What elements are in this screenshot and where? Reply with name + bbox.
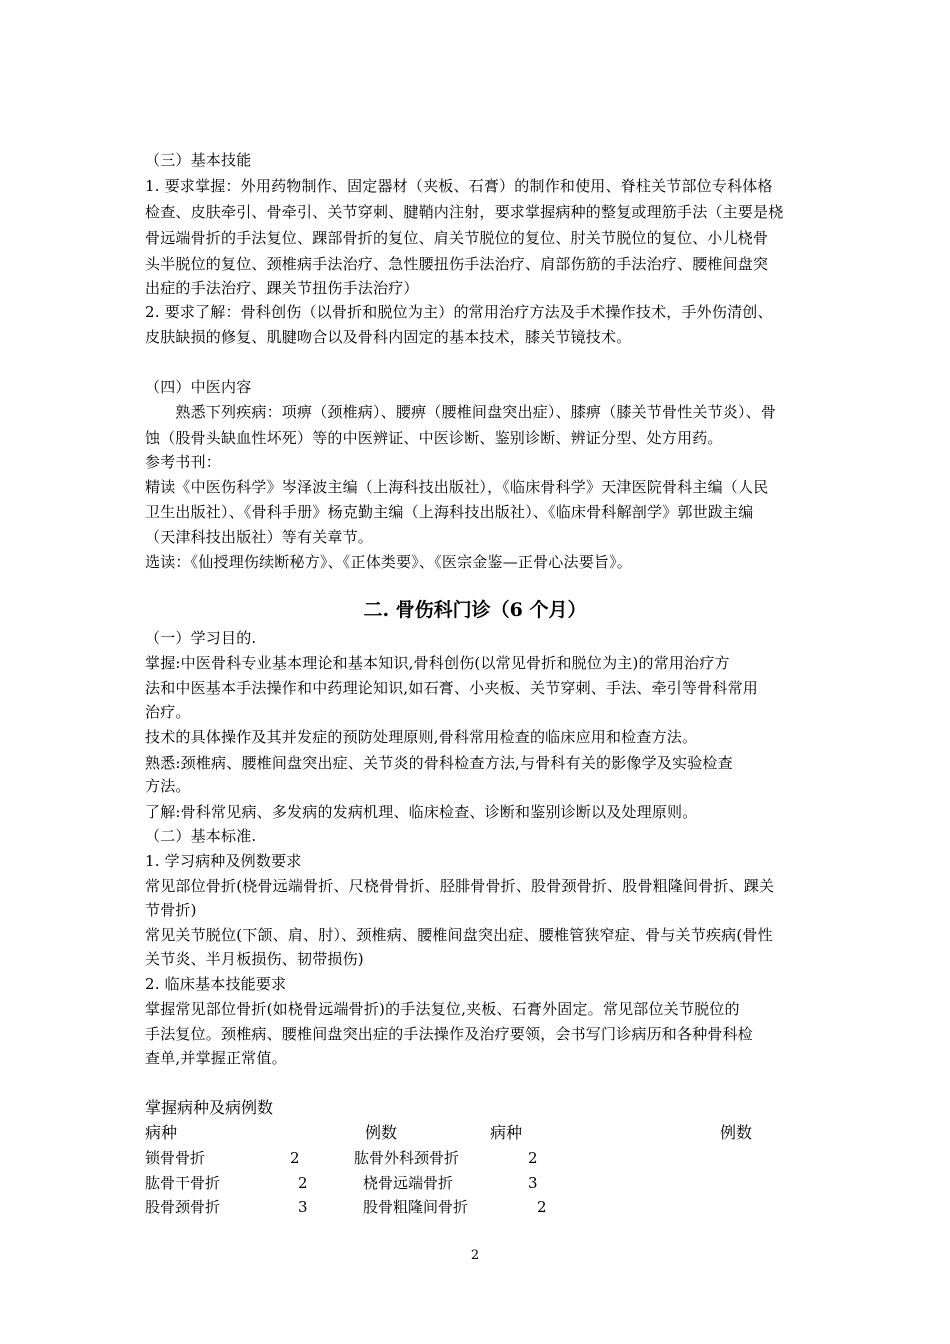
- outpatient-line: 方法。: [145, 777, 191, 795]
- outpatient-line: 技术的具体操作及其并发症的预防处理原则,骨科常用检查的临床应用和检查方法。: [145, 728, 698, 746]
- table-header: 例数: [720, 1123, 753, 1142]
- table-header: 病种: [145, 1123, 178, 1142]
- section-3-line: 头半脱位的复位、颈椎病手法治疗、急性腰扭伤手法治疗、肩部伤筋的手法治疗、腰椎间盘突: [145, 255, 769, 273]
- section-3-line: 1. 要求掌握：外用药物制作、固定器材（夹板、石膏）的制作和使用、脊柱关节部位专科体格: [145, 177, 773, 195]
- outpatient-line: 1. 学习病种及例数要求: [145, 852, 302, 870]
- outpatient-line: 节骨折): [145, 901, 197, 919]
- table-header: 病种: [490, 1123, 523, 1142]
- outpatient-line: 治疗。: [145, 703, 191, 721]
- section-3-line: 皮肤缺损的修复、肌腱吻合以及骨科内固定的基本技术，膝关节镜技术。: [145, 328, 632, 346]
- outpatient-line: 查单,并掌握正常值。: [145, 1049, 287, 1067]
- outpatient-line: 熟悉:颈椎病、腰椎间盘突出症、关节炎的骨科检查方法,与骨科有关的影像学及实验检查: [145, 754, 733, 772]
- section-4-line: 精读《中医伤科学》岑泽波主编（上海科技出版社），《临床骨科学》天津医院骨科主编（人民: [145, 478, 769, 496]
- section-3-line: 骨远端骨折的手法复位、踝部骨折的复位、肩关节脱位的复位、肘关节脱位的复位、小儿桡骨: [145, 229, 769, 247]
- section-3-title: （三）基本技能: [145, 151, 252, 169]
- section-3-line: 出症的手法治疗、踝关节扭伤手法治疗）: [145, 279, 419, 297]
- outpatient-line: （一）学习目的.: [145, 629, 257, 647]
- table-cell: 肱骨外科颈骨折: [354, 1149, 460, 1167]
- outpatient-line: （二）基本标准.: [145, 827, 257, 845]
- section-heading: 二. 骨伤科门诊（6 个月）: [363, 599, 587, 621]
- table-cell: 股骨粗隆间骨折: [363, 1198, 469, 1216]
- table-cell: 锁骨骨折: [145, 1149, 206, 1167]
- table-cell: 3: [528, 1174, 538, 1192]
- outpatient-line: 常见关节脱位(下颌、肩、肘）、颈椎病、腰椎间盘突出症、腰椎管狭窄症、骨与关节疾病(骨性: [145, 926, 773, 944]
- table-cell: 股骨颈骨折: [145, 1198, 221, 1216]
- section-4-title: （四）中医内容: [145, 378, 252, 396]
- page-number: 2: [470, 1248, 480, 1263]
- outpatient-line: 了解:骨科常见病、多发病的发病机理、临床检查、诊断和鉴别诊断以及处理原则。: [145, 803, 698, 821]
- table-cell: 肱骨干骨折: [145, 1174, 221, 1192]
- section-3-line: 2. 要求了解：骨科创伤（以骨折和脱位为主）的常用治疗方法及手术操作技术，手外伤清创、: [145, 303, 773, 321]
- section-4-line: 卫生出版社）、《骨科手册》杨克勤主编（上海科技出版社）、《临床骨科解剖学》郭世跋主编: [145, 503, 754, 521]
- section-4-line: （天津科技出版社）等有关章节。: [145, 528, 374, 546]
- table-title: 掌握病种及病例数: [145, 1098, 274, 1117]
- table-cell: 3: [298, 1198, 308, 1216]
- outpatient-line: 常见部位骨折(桡骨远端骨折、尺桡骨骨折、胫腓骨骨折、股骨颈骨折、股骨粗隆间骨折、踝关: [145, 877, 775, 895]
- section-3-line: 检查、皮肤牵引、骨牵引、关节穿刺、腱鞘内注射，要求掌握病种的整复或理筋手法（主要是桡: [145, 203, 784, 221]
- table-cell: 2: [528, 1149, 538, 1167]
- outpatient-line: 手法复位。颈椎病、腰椎间盘突出症的手法操作及治疗要领，会书写门诊病历和各种骨科检: [145, 1025, 754, 1043]
- table-header: 例数: [365, 1123, 398, 1142]
- section-4-line: 参考书刊：: [145, 453, 222, 471]
- outpatient-line: 关节炎、半月板损伤、韧带损伤): [145, 950, 364, 968]
- section-4-line: 蚀（股骨头缺血性坏死）等的中医辨证、中医诊断、鉴别诊断、辨证分型、处方用药。: [145, 429, 723, 447]
- section-4-line: 选读：《仙授理伤续断秘方》、《正体类要》、《医宗金鉴—正骨心法要旨》。: [145, 553, 633, 571]
- outpatient-line: 掌握常见部位骨折(如桡骨远端骨折)的手法复位,夹板、石膏外固定。常见部位关节脱位的: [145, 1000, 740, 1018]
- table-cell: 2: [537, 1198, 547, 1216]
- section-4-line: 熟悉下列疾病：项痹（颈椎病）、腰痹（腰椎间盘突出症）、膝痹（膝关节骨性关节炎）、骨: [145, 403, 777, 421]
- table-cell: 2: [290, 1149, 300, 1167]
- outpatient-line: 2. 临床基本技能要求: [145, 975, 287, 993]
- table-cell: 2: [298, 1174, 308, 1192]
- outpatient-line: 法和中医基本手法操作和中药理论知识,如石膏、小夹板、关节穿刺、手法、牵引等骨科常用: [145, 679, 758, 697]
- outpatient-line: 掌握:中医骨科专业基本理论和基本知识,骨科创伤(以常见骨折和脱位为主)的常用治疗方: [145, 654, 730, 672]
- table-cell: 桡骨远端骨折: [363, 1174, 454, 1192]
